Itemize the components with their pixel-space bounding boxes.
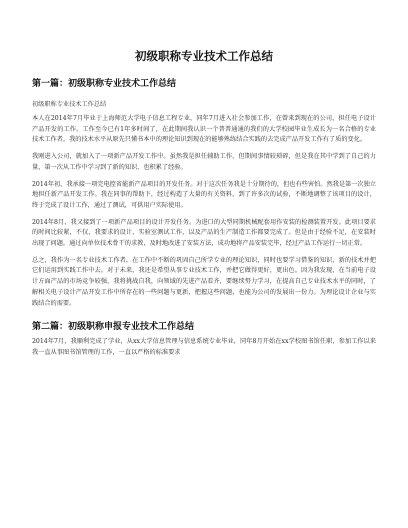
paragraph: 2014年7月，我顺利完成了学业，从xx大学信息管理与信息系统专业毕业，同年8月开始在xx学校图书馆任职，参加工作以来我一直从事图书馆管理的工作，一直以严格的标准要求	[32, 338, 376, 356]
document-title: 初级职称专业技术工作总结	[135, 49, 273, 63]
section-one	[32, 78, 376, 309]
section-two	[32, 321, 376, 358]
paragraph: 总之，我作为一名专业技术工作者，在工作中不断的巩固自己所学专业的理论知识，同时也要学习借鉴的知识，新的技术并把它们运用到实践工作中去。对于未来，我还是希望从事专业技术工作，并把它做得更好，更出色。因为我发现，在当前电子设计方面产品的市场竞争较强，我将挑战自我，向领域的先进产品看齐，要继续努力学习，在提高自己专业技术水平的同时，了解相关电子设计产品开发工作中所存在的一些问题与更新，把握这些问题，也能为公司的发展出一份力。为理论设计企业与实践结合的需要。	[32, 256, 376, 307]
paragraph: 2014年8月，我又接到了一项新产品项目的设计开发任务。为进口的大型同期机械配套用作安装的检测装置开发。此项目要求的时间比较紧，不仅，我要求的设计、实验室测试工作，以及产品的生产制造工作都要完成了。但是由于经验不足，在安装时出现了问题。通过向单位技术骨干的求教，及时地改进了安装方法，成功地将产品安装完毕，经过产品工作运行一切正常。	[32, 218, 376, 248]
paragraph: 我刚进入公司，就加入了一项新产品开发工作中。虽然我是担任辅助工作，但期间事情较琐碎，但是我在其中学到了自己的力量，第一次从工作中学习到了新的知识，也积累了经验。	[32, 153, 376, 171]
paragraph: 本人在2014年7月毕业于上海师范大学电子信息工程专业，同年7月进入社会参加工作，在曾来到现在的公司，担任电子设计产品开发的工作。工作至今已有1年多时间了，在此期间我认识一个普普通通的我们的大学校园毕业生成长为一名合格的专业技术工作者。我的技术水平从原先只懂书本中的理论知识到现在的能够熟练结合实践的去完成产品开发工作有了质的变化。	[32, 115, 376, 144]
section-heading: 第一篇：初级职称专业技术工作总结	[32, 79, 177, 89]
section-heading: 第二篇：初级职称申报专业技术工作总结	[32, 322, 195, 333]
section-subheading: 初级职称专业技术工作总结	[32, 101, 107, 108]
paragraph: 2014年初，我承接一项完电控省能新产品项目的开发任务。对于这次任务我是十分期待的，但也有些害怕。然我是第一次独立地担任新产品开发工作。我在同事的帮助下，经过构造了大量的有关资料，到了许多次的试验，不断地调整了该项目的设计，终于完成了设计工作，通过了测试，可供用户实际使用。	[32, 180, 376, 209]
